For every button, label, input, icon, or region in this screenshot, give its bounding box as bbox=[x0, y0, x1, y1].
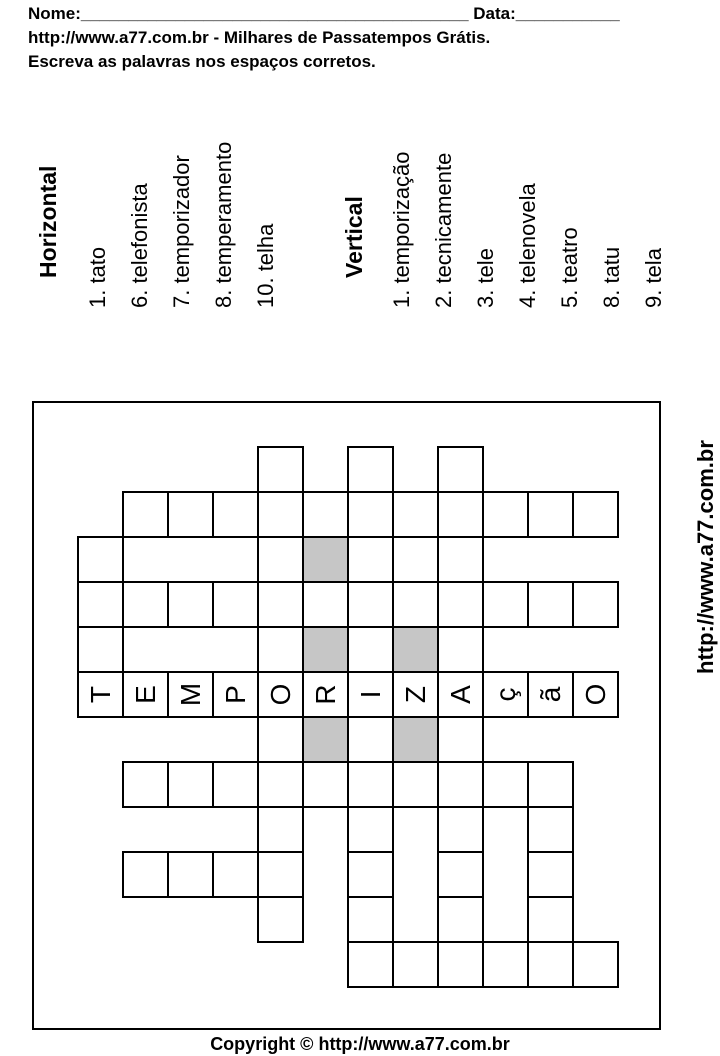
vertical-clue-2: 2. tecnicamente bbox=[431, 152, 456, 308]
grid-cell[interactable] bbox=[392, 581, 439, 628]
grid-cell[interactable] bbox=[437, 671, 484, 718]
copyright: Copyright © http://www.a77.com.br bbox=[210, 1034, 510, 1054]
grid-cell[interactable] bbox=[167, 491, 214, 538]
grid-cell[interactable] bbox=[257, 491, 304, 538]
site-line: http://www.a77.com.br - Milhares de Passatempos Grátis. bbox=[28, 28, 491, 47]
site-watermark: http://www.a77.com.br bbox=[693, 440, 718, 674]
grid-cell[interactable] bbox=[527, 671, 574, 718]
grid-letter: O bbox=[579, 683, 611, 706]
grid-cell[interactable] bbox=[122, 581, 169, 628]
grid-cell[interactable] bbox=[437, 536, 484, 583]
grid-cell[interactable] bbox=[257, 536, 304, 583]
grid-cell[interactable] bbox=[77, 626, 124, 673]
grid-cell[interactable] bbox=[257, 761, 304, 808]
grid-cell[interactable] bbox=[572, 491, 619, 538]
name-date-line: Nome:_________________________________________ Data:___________ bbox=[28, 4, 620, 23]
instruction-line: Escreva as palavras nos espaços corretos. bbox=[28, 52, 376, 71]
grid-letter: A bbox=[444, 685, 476, 704]
grid-cell[interactable] bbox=[392, 761, 439, 808]
grid-cell[interactable] bbox=[527, 851, 574, 898]
grid-letter: R bbox=[309, 684, 341, 705]
grid-cell[interactable] bbox=[347, 446, 394, 493]
grid-cell[interactable] bbox=[122, 671, 169, 718]
grid-cell[interactable] bbox=[482, 941, 529, 988]
grid-cell[interactable] bbox=[392, 671, 439, 718]
grid-cell[interactable] bbox=[347, 491, 394, 538]
grid-cell[interactable] bbox=[347, 806, 394, 853]
vertical-clue-4: 4. telenovela bbox=[515, 183, 540, 308]
grid-cell[interactable] bbox=[347, 716, 394, 763]
vertical-clue-9: 9. tela bbox=[641, 248, 666, 308]
grid-cell[interactable] bbox=[527, 581, 574, 628]
grid-cell[interactable] bbox=[527, 941, 574, 988]
grid-cell[interactable] bbox=[527, 896, 574, 943]
grid-cell[interactable] bbox=[347, 581, 394, 628]
grid-cell[interactable] bbox=[347, 851, 394, 898]
horizontal-clue-6: 6. telefonista bbox=[127, 183, 152, 308]
grid-letter: E bbox=[129, 685, 161, 704]
grid-cell[interactable] bbox=[482, 761, 529, 808]
horizontal-clue-7: 7. temporizador bbox=[169, 155, 194, 308]
vertical-clue-5: 5. teatro bbox=[557, 227, 582, 308]
grid-cell[interactable] bbox=[347, 536, 394, 583]
grid-cell[interactable] bbox=[572, 581, 619, 628]
grid-letter: Z bbox=[399, 685, 431, 704]
grid-cell[interactable] bbox=[122, 851, 169, 898]
grid-cell[interactable] bbox=[257, 716, 304, 763]
grid-cell[interactable] bbox=[482, 671, 529, 718]
grid-cell[interactable] bbox=[437, 896, 484, 943]
grid-cell[interactable] bbox=[167, 851, 214, 898]
grid-cell[interactable] bbox=[527, 806, 574, 853]
vertical-clue-3: 3. tele bbox=[473, 248, 498, 308]
grid-cell[interactable] bbox=[77, 581, 124, 628]
grid-cell[interactable] bbox=[392, 716, 439, 763]
grid-cell[interactable] bbox=[257, 851, 304, 898]
grid-cell[interactable] bbox=[257, 671, 304, 718]
horizontal-title: Horizontal bbox=[35, 165, 61, 278]
grid-cell[interactable] bbox=[572, 671, 619, 718]
grid-cell[interactable] bbox=[257, 896, 304, 943]
grid-cell[interactable] bbox=[392, 626, 439, 673]
grid-letter: ç bbox=[489, 687, 521, 702]
grid-cell[interactable] bbox=[347, 761, 394, 808]
grid-letter: M bbox=[174, 682, 206, 707]
grid-cell[interactable] bbox=[167, 761, 214, 808]
vertical-clue-1: 1. temporização bbox=[389, 151, 414, 308]
grid-cell[interactable] bbox=[302, 581, 349, 628]
grid-cell[interactable] bbox=[437, 761, 484, 808]
grid-letter: T bbox=[84, 685, 116, 704]
grid-cell[interactable] bbox=[437, 941, 484, 988]
grid-letter: O bbox=[264, 683, 296, 706]
grid-cell[interactable] bbox=[302, 491, 349, 538]
grid-cell[interactable] bbox=[572, 941, 619, 988]
grid-letter: P bbox=[219, 685, 251, 704]
grid-cell[interactable] bbox=[302, 626, 349, 673]
grid-cell[interactable] bbox=[437, 581, 484, 628]
grid-cell[interactable] bbox=[122, 491, 169, 538]
grid-cell[interactable] bbox=[302, 761, 349, 808]
grid-cell[interactable] bbox=[437, 446, 484, 493]
grid-cell[interactable] bbox=[77, 536, 124, 583]
grid-cell[interactable] bbox=[392, 491, 439, 538]
grid-cell[interactable] bbox=[437, 491, 484, 538]
grid-cell[interactable] bbox=[437, 626, 484, 673]
grid-cell[interactable] bbox=[212, 761, 259, 808]
grid-cell[interactable] bbox=[527, 761, 574, 808]
grid-cell[interactable] bbox=[392, 941, 439, 988]
grid-cell[interactable] bbox=[347, 671, 394, 718]
horizontal-clue-1: 1. tato bbox=[85, 246, 110, 308]
grid-cell[interactable] bbox=[212, 851, 259, 898]
grid-cell[interactable] bbox=[437, 851, 484, 898]
grid-cell[interactable] bbox=[212, 671, 259, 718]
grid-cell[interactable] bbox=[437, 716, 484, 763]
grid-cell[interactable] bbox=[482, 581, 529, 628]
grid-cell[interactable] bbox=[347, 896, 394, 943]
grid-cell[interactable] bbox=[527, 491, 574, 538]
horizontal-clue-8: 8. temperamento bbox=[211, 141, 236, 308]
grid-cell[interactable] bbox=[437, 806, 484, 853]
grid-letter: I bbox=[354, 690, 386, 699]
grid-cell[interactable] bbox=[302, 671, 349, 718]
grid-cell[interactable] bbox=[302, 716, 349, 763]
grid-cell[interactable] bbox=[347, 626, 394, 673]
grid-cell[interactable] bbox=[302, 536, 349, 583]
grid-cell[interactable] bbox=[257, 806, 304, 853]
grid-cell[interactable] bbox=[212, 581, 259, 628]
grid-cell[interactable] bbox=[257, 581, 304, 628]
grid-cell[interactable] bbox=[347, 941, 394, 988]
grid-cell[interactable] bbox=[167, 671, 214, 718]
grid-cell[interactable] bbox=[257, 626, 304, 673]
horizontal-clue-10: 10. telha bbox=[253, 223, 278, 308]
grid-cell[interactable] bbox=[122, 761, 169, 808]
grid-cell[interactable] bbox=[167, 581, 214, 628]
vertical-title: Vertical bbox=[341, 196, 367, 278]
grid-cell[interactable] bbox=[77, 671, 124, 718]
grid-cell[interactable] bbox=[212, 491, 259, 538]
grid-letter: ã bbox=[534, 686, 566, 703]
grid-cell[interactable] bbox=[482, 491, 529, 538]
grid-cell[interactable] bbox=[257, 446, 304, 493]
vertical-clue-8: 8. tatu bbox=[599, 246, 624, 308]
